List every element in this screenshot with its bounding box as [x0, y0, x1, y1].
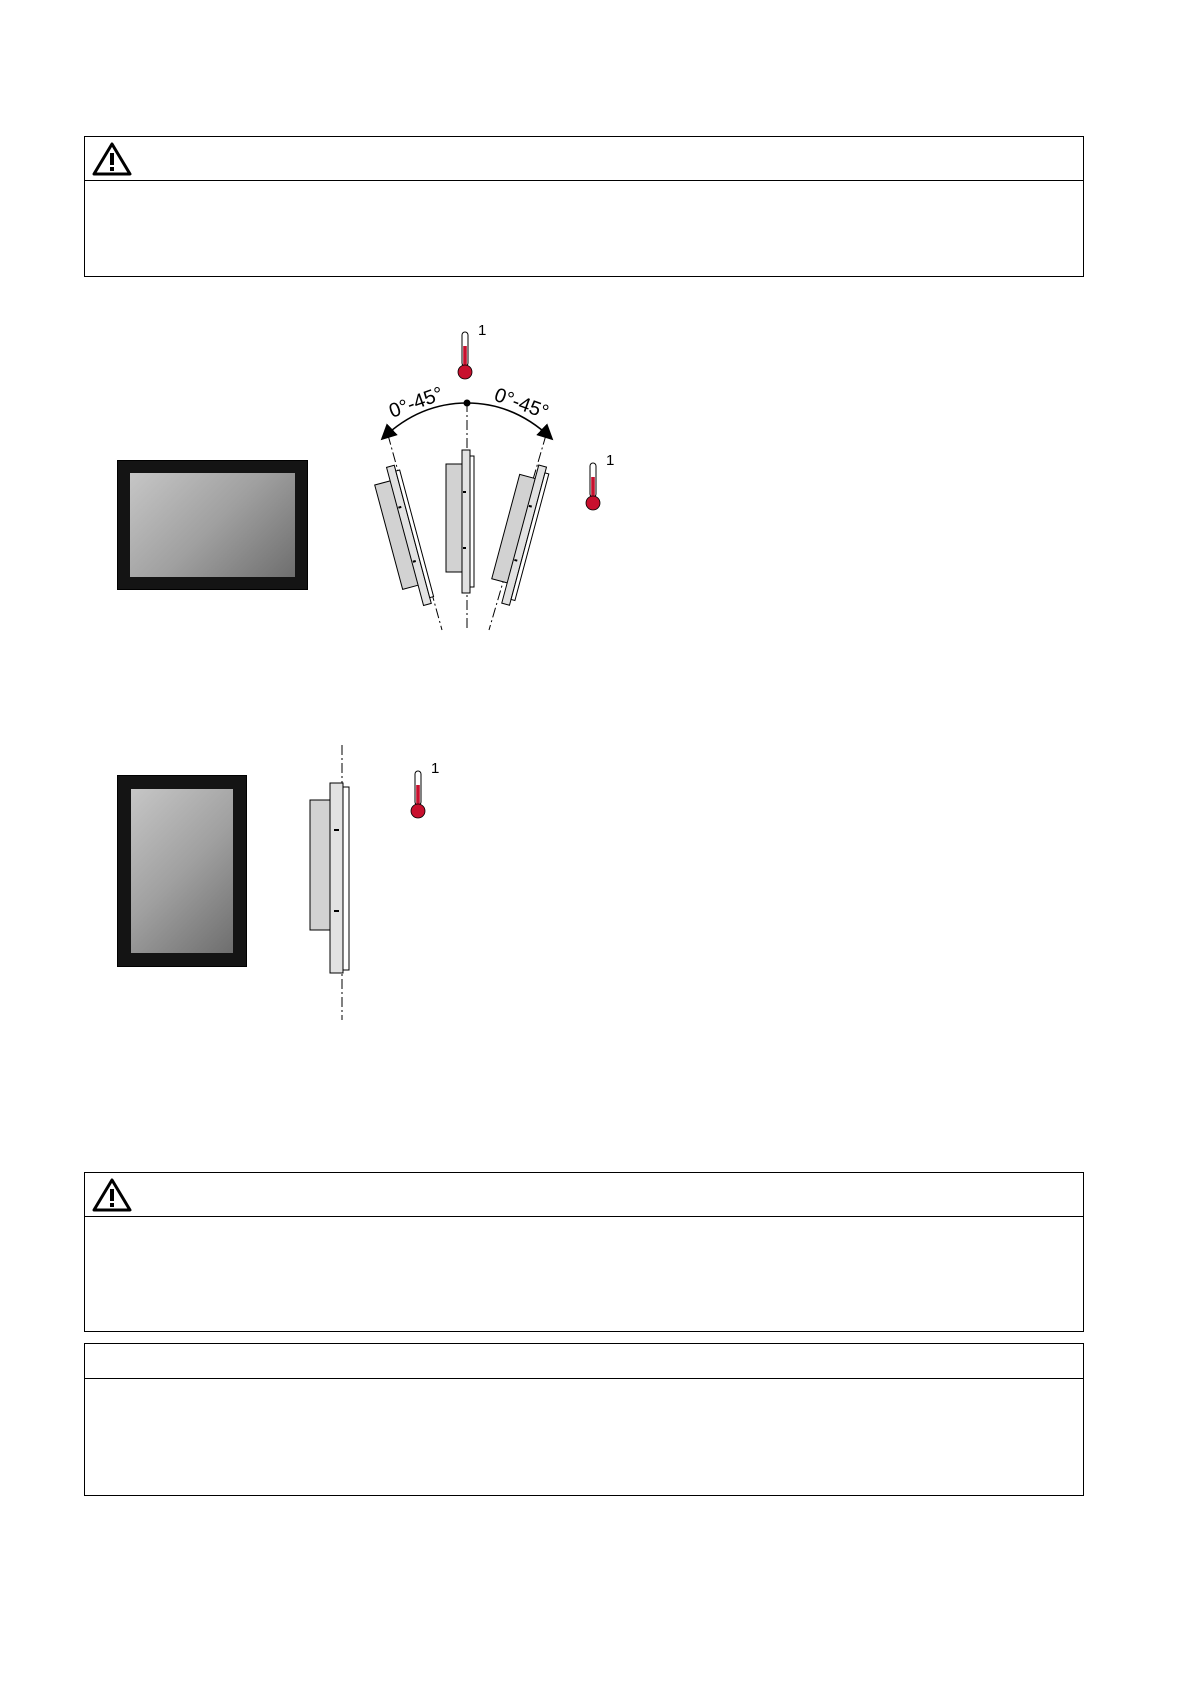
arc-pivot-dot — [464, 400, 471, 407]
landscape-device-front — [117, 460, 308, 590]
warning-triangle-icon — [91, 141, 133, 177]
warning-notice-header — [85, 137, 1083, 181]
notice-header — [85, 1344, 1083, 1379]
mounting-angle-diagram — [350, 310, 660, 640]
callout-portrait-label: 1 — [431, 760, 440, 777]
landscape-screen — [130, 473, 295, 577]
warning-triangle-icon — [91, 1177, 133, 1213]
right-angle-label: 0°-45° — [491, 384, 552, 424]
device-side-tilted-left — [371, 464, 435, 609]
device-side-vertical — [446, 450, 474, 593]
warning-notice-2 — [84, 1172, 1084, 1332]
portrait-side-diagram — [290, 745, 460, 1020]
callout-right-label: 1 — [606, 452, 615, 469]
device-side-tilted-right — [486, 461, 550, 606]
portrait-mounting-figure — [100, 745, 460, 1020]
portrait-screen — [131, 789, 233, 953]
landscape-mounting-figure — [100, 310, 660, 640]
portrait-device-front — [117, 775, 247, 967]
left-angle-label: 0°-45° — [386, 382, 447, 423]
device-side-portrait — [310, 783, 349, 973]
notice-box — [84, 1343, 1084, 1496]
warning-notice-1 — [84, 136, 1084, 277]
thermometer-icon — [411, 771, 425, 818]
warning-notice-header — [85, 1173, 1083, 1217]
thermometer-icon — [586, 463, 600, 510]
thermometer-icon — [458, 332, 472, 379]
callout-top-label: 1 — [478, 322, 487, 339]
